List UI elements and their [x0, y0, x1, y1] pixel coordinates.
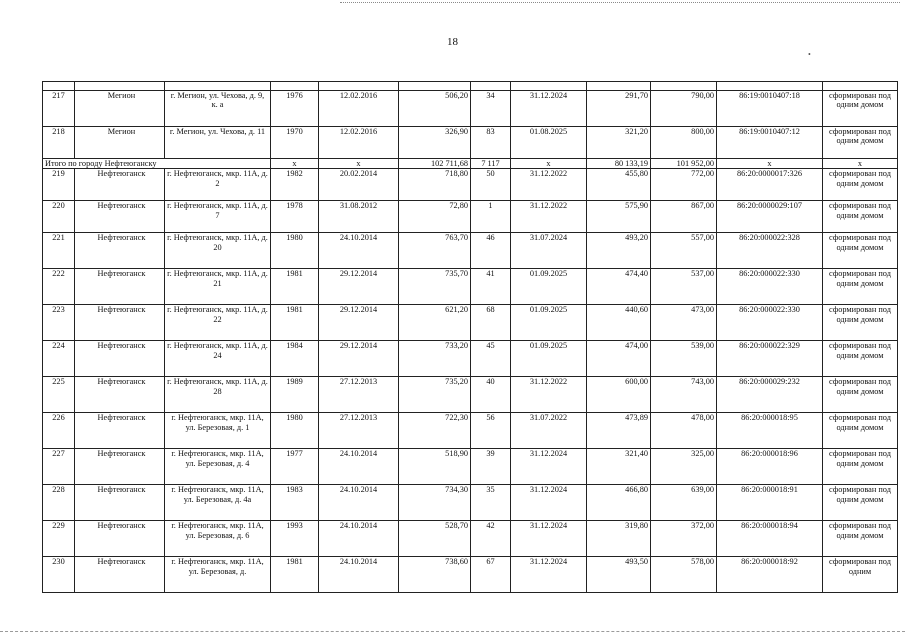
cell-v1: 291,70 [587, 91, 651, 127]
cell-area: 506,20 [399, 91, 471, 127]
cell-cadastral: 86:20:000018:94 [717, 521, 823, 557]
cell-cadastral: 86:19:0010407:18 [717, 91, 823, 127]
cell-status: сформирован под одним домом [823, 449, 898, 485]
cell-residents: 83 [471, 127, 511, 159]
cell-address: г. Нефтеюганск, мкр. 11А, д. 24 [165, 341, 271, 377]
cell-status: сформирован под одним домом [823, 169, 898, 201]
cell-v1: 319,80 [587, 521, 651, 557]
cell-v1: 474,00 [587, 341, 651, 377]
cell-city: Нефтеюганск [75, 269, 165, 305]
cell-year: 1980 [271, 413, 319, 449]
cell-date: 29.12.2014 [319, 341, 399, 377]
subtotal-residents: 7 117 [471, 159, 511, 169]
cell-no: 225 [43, 377, 75, 413]
subtotal-cadastral: х [717, 159, 823, 169]
cell-city: Нефтеюганск [75, 485, 165, 521]
cell-status: сформирован под одним [823, 557, 898, 593]
cell-status: сформирован под одним домом [823, 341, 898, 377]
table-row [43, 449, 898, 485]
cell-city: Нефтеюганск [75, 305, 165, 341]
cell-deadline: 31.12.2022 [511, 377, 587, 413]
cell-v2: 539,00 [651, 341, 717, 377]
cell-status: сформирован под одним домом [823, 269, 898, 305]
table-row [43, 127, 898, 159]
subtotal-row [43, 159, 898, 169]
cell-no: 226 [43, 413, 75, 449]
cell-residents: 67 [471, 557, 511, 593]
cell-deadline: 31.12.2022 [511, 201, 587, 233]
cell-year: 1981 [271, 557, 319, 593]
cell-year: 1982 [271, 169, 319, 201]
cell-date: 24.10.2014 [319, 485, 399, 521]
cell-city: Нефтеюганск [75, 377, 165, 413]
cell-status: сформирован под одним домом [823, 201, 898, 233]
cell-date: 27.12.2013 [319, 377, 399, 413]
cell-residents: 50 [471, 169, 511, 201]
cell-address: г. Нефтеюганск, мкр. 11А, д. 28 [165, 377, 271, 413]
subtotal-status: х [823, 159, 898, 169]
cell-v1: 473,89 [587, 413, 651, 449]
cell-status: сформирован под одним домом [823, 521, 898, 557]
table-row [43, 305, 898, 341]
cell-residents: 46 [471, 233, 511, 269]
cell-deadline: 31.12.2024 [511, 485, 587, 521]
cell-cadastral: 86:20:000022:329 [717, 341, 823, 377]
page-number: 18 [447, 36, 458, 48]
cell-area: 722,30 [399, 413, 471, 449]
cell-city: Нефтеюганск [75, 341, 165, 377]
cell-address: г. Нефтеюганск, мкр. 11А, ул. Березовая, д. 1 [165, 413, 271, 449]
cell-no: 228 [43, 485, 75, 521]
cell-status: сформирован под одним домом [823, 485, 898, 521]
cell-cadastral: 86:20:0000029:107 [717, 201, 823, 233]
cell-area: 528,70 [399, 521, 471, 557]
cell-area: 763,70 [399, 233, 471, 269]
cell-date: 20.02.2014 [319, 169, 399, 201]
cell-v1: 493,20 [587, 233, 651, 269]
cell-year: 1978 [271, 201, 319, 233]
table-row [43, 377, 898, 413]
cell-cadastral: 86:20:000018:95 [717, 413, 823, 449]
cell-v2: 557,00 [651, 233, 717, 269]
cell-cadastral: 86:20:000022:330 [717, 269, 823, 305]
cell-address: г. Мегион, ул. Чехова, д. 9, к. а [165, 91, 271, 127]
cell-residents: 41 [471, 269, 511, 305]
table-row [43, 413, 898, 449]
cell-date: 29.12.2014 [319, 305, 399, 341]
subtotal-v2: 101 952,00 [651, 159, 717, 169]
cell-area: 718,80 [399, 169, 471, 201]
cell-date: 24.10.2014 [319, 521, 399, 557]
cell-residents: 34 [471, 91, 511, 127]
cell-no: 219 [43, 169, 75, 201]
cell-city: Мегион [75, 127, 165, 159]
cell-no: 218 [43, 127, 75, 159]
cell-address: г. Нефтеюганск, мкр. 11А, д. 21 [165, 269, 271, 305]
cell-area: 326,90 [399, 127, 471, 159]
cell-area: 738,60 [399, 557, 471, 593]
cell-residents: 56 [471, 413, 511, 449]
cell-residents: 40 [471, 377, 511, 413]
cell-v2: 790,00 [651, 91, 717, 127]
subtotal-area: 102 711,68 [399, 159, 471, 169]
cell-address: г. Нефтеюганск, мкр. 11А, д. 2 [165, 169, 271, 201]
cell-year: 1970 [271, 127, 319, 159]
cell-cadastral: 86:20:0000017:326 [717, 169, 823, 201]
cell-deadline: 31.12.2024 [511, 557, 587, 593]
cell-date: 31.08.2012 [319, 201, 399, 233]
cell-cadastral: 86:20:000022:328 [717, 233, 823, 269]
cell-year: 1983 [271, 485, 319, 521]
cell-area: 621,20 [399, 305, 471, 341]
cell-city: Нефтеюганск [75, 233, 165, 269]
cell-residents: 39 [471, 449, 511, 485]
cell-cadastral: 86:20:000018:92 [717, 557, 823, 593]
cell-city: Мегион [75, 91, 165, 127]
cell-status: сформирован под одним домом [823, 377, 898, 413]
cell-address: г. Нефтеюганск, мкр. 11А, д. 20 [165, 233, 271, 269]
cell-address: г. Мегион, ул. Чехова, д. 11 [165, 127, 271, 159]
cell-address: г. Нефтеюганск, мкр. 11А, ул. Березовая, д. 4 [165, 449, 271, 485]
cell-v1: 575,90 [587, 201, 651, 233]
cell-year: 1989 [271, 377, 319, 413]
cell-year: 1977 [271, 449, 319, 485]
cell-residents: 45 [471, 341, 511, 377]
cell-v1: 474,40 [587, 269, 651, 305]
cell-year: 1984 [271, 341, 319, 377]
table-row [43, 169, 898, 201]
cell-city: Нефтеюганск [75, 169, 165, 201]
cell-address: г. Нефтеюганск, мкр. 11А, ул. Березовая, д. 4а [165, 485, 271, 521]
cell-v1: 600,00 [587, 377, 651, 413]
cell-city: Нефтеюганск [75, 557, 165, 593]
cell-area: 735,70 [399, 269, 471, 305]
cell-deadline: 31.07.2022 [511, 413, 587, 449]
scan-edge-top [340, 2, 900, 4]
cell-status: сформирован под одним домом [823, 413, 898, 449]
cell-date: 27.12.2013 [319, 413, 399, 449]
table-row [43, 269, 898, 305]
cell-date: 24.10.2014 [319, 557, 399, 593]
cell-no: 230 [43, 557, 75, 593]
cell-v1: 321,20 [587, 127, 651, 159]
cell-date: 24.10.2014 [319, 233, 399, 269]
cell-residents: 35 [471, 485, 511, 521]
cell-no: 227 [43, 449, 75, 485]
cell-no: 223 [43, 305, 75, 341]
cell-address: г. Нефтеюганск, мкр. 11А, ул. Березовая, д. 6 [165, 521, 271, 557]
cell-deadline: 01.09.2025 [511, 269, 587, 305]
cell-area: 734,30 [399, 485, 471, 521]
cell-no: 224 [43, 341, 75, 377]
cell-v2: 639,00 [651, 485, 717, 521]
cell-cadastral: 86:20:000022:330 [717, 305, 823, 341]
cell-date: 24.10.2014 [319, 449, 399, 485]
subtotal-v1: 80 133,19 [587, 159, 651, 169]
cell-residents: 1 [471, 201, 511, 233]
cell-status: сформирован под одним домом [823, 91, 898, 127]
cell-address: г. Нефтеюганск, мкр. 11А, д. 22 [165, 305, 271, 341]
cell-city: Нефтеюганск [75, 413, 165, 449]
cell-residents: 68 [471, 305, 511, 341]
subtotal-deadline: х [511, 159, 587, 169]
cell-v2: 578,00 [651, 557, 717, 593]
cell-year: 1980 [271, 233, 319, 269]
table-row [43, 91, 898, 127]
cell-v2: 372,00 [651, 521, 717, 557]
cell-v2: 743,00 [651, 377, 717, 413]
cell-v2: 772,00 [651, 169, 717, 201]
cell-cadastral: 86:20:000018:91 [717, 485, 823, 521]
cell-year: 1981 [271, 305, 319, 341]
subtotal-date: х [319, 159, 399, 169]
cell-date: 12.02.2016 [319, 91, 399, 127]
cell-v1: 466,80 [587, 485, 651, 521]
header-stub-row [43, 82, 898, 91]
cell-status: сформирован под одним домом [823, 127, 898, 159]
cell-date: 29.12.2014 [319, 269, 399, 305]
cell-address: г. Нефтеюганск, мкр. 11А, ул. Березовая, д. [165, 557, 271, 593]
cell-v2: 473,00 [651, 305, 717, 341]
cell-city: Нефтеюганск [75, 521, 165, 557]
cell-v2: 800,00 [651, 127, 717, 159]
subtotal-year: х [271, 159, 319, 169]
cell-deadline: 31.07.2024 [511, 233, 587, 269]
cell-area: 72,80 [399, 201, 471, 233]
cell-v1: 440,60 [587, 305, 651, 341]
table-row [43, 341, 898, 377]
cell-deadline: 31.12.2022 [511, 169, 587, 201]
cell-no: 222 [43, 269, 75, 305]
cell-address: г. Нефтеюганск, мкр. 11А, д. 7 [165, 201, 271, 233]
cell-no: 217 [43, 91, 75, 127]
cell-city: Нефтеюганск [75, 201, 165, 233]
cell-v2: 478,00 [651, 413, 717, 449]
table-row [43, 233, 898, 269]
cell-cadastral: 86:20:000029:232 [717, 377, 823, 413]
cell-residents: 42 [471, 521, 511, 557]
cell-v1: 455,80 [587, 169, 651, 201]
cell-v2: 537,00 [651, 269, 717, 305]
cell-cadastral: 86:20:000018:96 [717, 449, 823, 485]
cell-v1: 321,40 [587, 449, 651, 485]
scan-edge-bottom [0, 631, 905, 633]
cell-deadline: 01.09.2025 [511, 305, 587, 341]
table-body [43, 82, 898, 593]
cell-v1: 493,50 [587, 557, 651, 593]
cell-status: сформирован под одним домом [823, 233, 898, 269]
subtotal-label: Итого по городу Нефтеюганску [43, 159, 271, 169]
table-row [43, 201, 898, 233]
cell-v2: 325,00 [651, 449, 717, 485]
cell-deadline: 31.12.2024 [511, 449, 587, 485]
cell-deadline: 31.12.2024 [511, 521, 587, 557]
cell-no: 220 [43, 201, 75, 233]
cell-no: 229 [43, 521, 75, 557]
scan-mark: • [808, 50, 811, 59]
cell-no: 221 [43, 233, 75, 269]
housing-registry-table [42, 81, 898, 593]
cell-deadline: 31.12.2024 [511, 91, 587, 127]
cell-city: Нефтеюганск [75, 449, 165, 485]
cell-status: сформирован под одним домом [823, 305, 898, 341]
cell-year: 1976 [271, 91, 319, 127]
cell-date: 12.02.2016 [319, 127, 399, 159]
cell-v2: 867,00 [651, 201, 717, 233]
cell-area: 518,90 [399, 449, 471, 485]
cell-area: 735,20 [399, 377, 471, 413]
table-row [43, 521, 898, 557]
cell-year: 1993 [271, 521, 319, 557]
table-row [43, 557, 898, 593]
cell-deadline: 01.09.2025 [511, 341, 587, 377]
table-row [43, 485, 898, 521]
cell-year: 1981 [271, 269, 319, 305]
cell-cadastral: 86:19:0010407:12 [717, 127, 823, 159]
cell-area: 733,20 [399, 341, 471, 377]
cell-deadline: 01.08.2025 [511, 127, 587, 159]
